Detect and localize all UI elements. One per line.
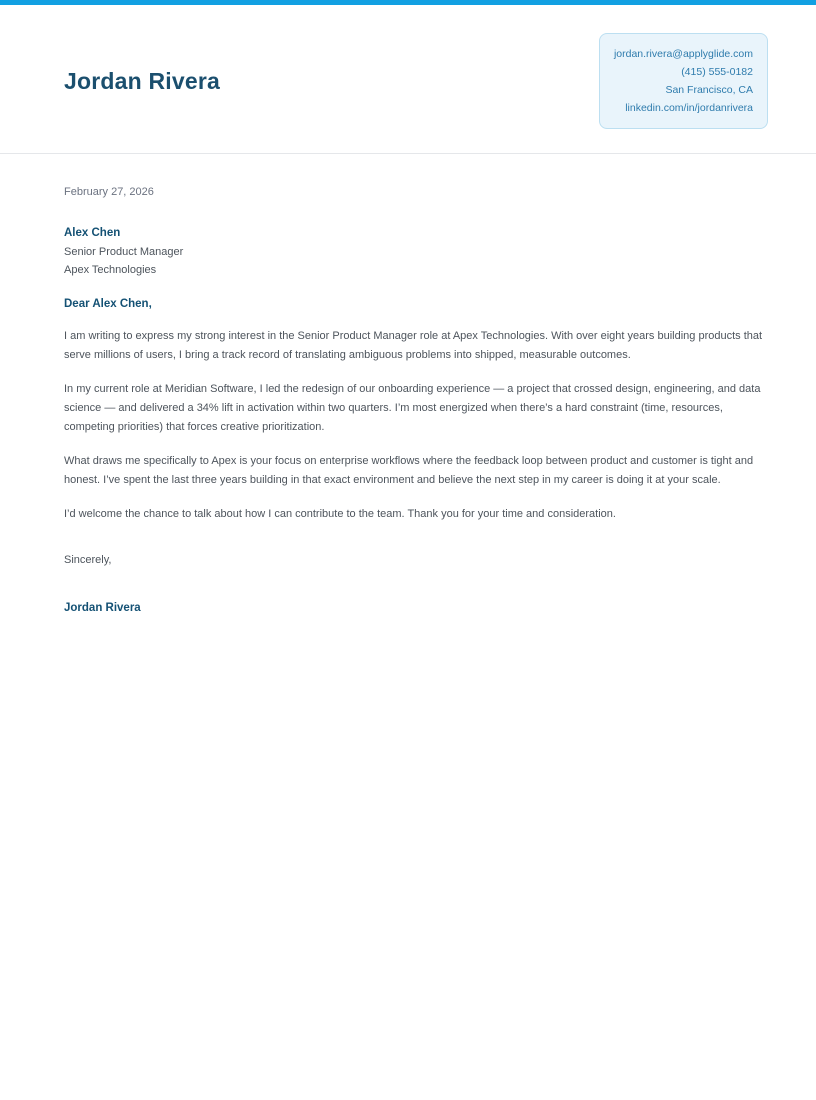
body-paragraph-1: I am writing to express my strong interest in the Senior Product Manager role at Apex Technologies. With over eight years building products that serve millions of users, I bring a track record of translating ambiguous problems into shipped, measurable outcomes. <box>64 329 763 361</box>
signature-name: Jordan Rivera <box>64 601 141 614</box>
salutation: Dear Alex Chen, <box>64 297 152 310</box>
applicant-name-title: Jordan Rivera <box>64 67 220 94</box>
contact-email-link[interactable]: jordan.rivera@applyglide.com <box>613 48 753 60</box>
body-paragraph-3: What draws me specifically to Apex is your focus on enterprise workflows where the feedback loop between product and customer is tight and honest. I’ve spent the last three years building in that exact environment and believe the next step in my career is doing it at your scale. <box>64 454 754 486</box>
body-paragraph-4: I’d welcome the chance to talk about how I can contribute to the team. Thank you for your time and consideration. <box>64 507 616 520</box>
recipient-block <box>64 224 768 280</box>
letter-date: February 27, 2026 <box>64 186 154 198</box>
contact-linkedin-link[interactable]: linkedin.com/in/jordanrivera <box>625 102 753 114</box>
recipient-company: Apex Technologies <box>64 264 157 276</box>
letter-header <box>0 5 816 154</box>
recipient-title: Senior Product Manager <box>64 245 184 258</box>
contact-location: San Francisco, CA <box>665 84 753 96</box>
recipient-name: Alex Chen <box>64 227 121 239</box>
letter-body <box>0 185 816 616</box>
body-paragraph-2: In my current role at Meridian Software, I led the redesign of our onboarding experience — a project that crossed design, engineering, and data science — and delivered a 34% lift in activation within two quarters. I’m most energized when there’s a hard constraint (time, resources, competing priorities) that forces creative prioritization. <box>64 382 761 433</box>
closing: Sincerely, <box>64 553 112 566</box>
contact-phone-link[interactable]: (415) 555-0182 <box>681 66 753 78</box>
contact-card <box>599 33 768 129</box>
